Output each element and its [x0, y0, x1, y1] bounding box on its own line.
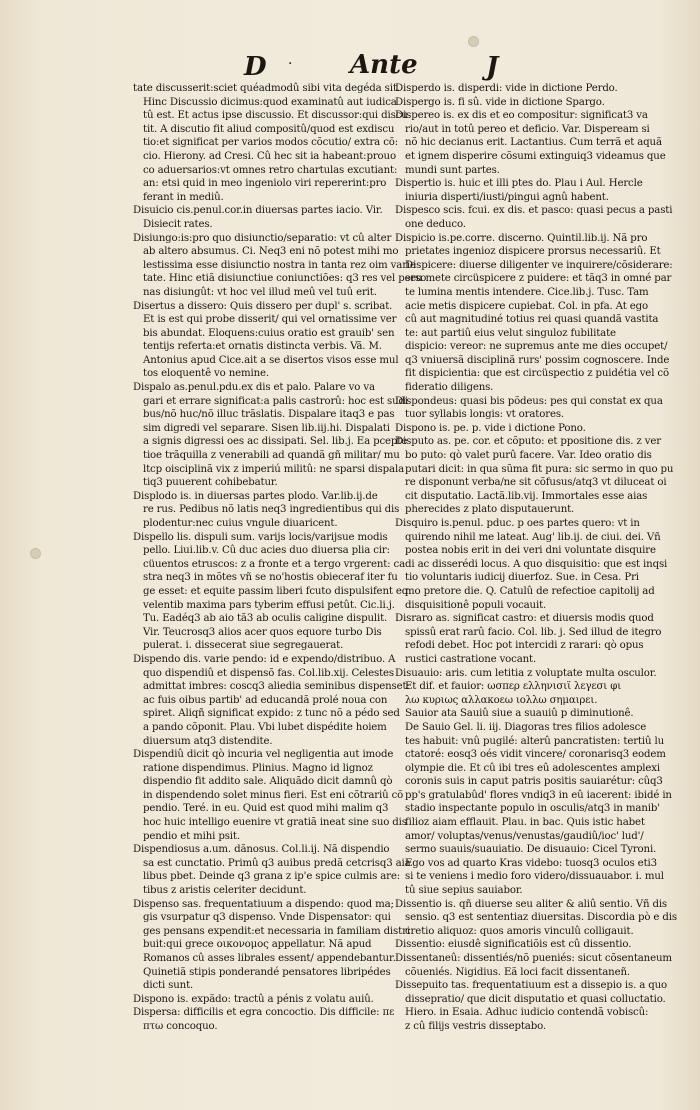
paper-wormhole	[468, 36, 479, 47]
text-line: stra neq3 in mõtes vñ se no'hostis obieceraf iter fu	[143, 572, 398, 584]
text-line: λω κυριως αλλακοεω ιολλω σημαιρει.	[405, 694, 598, 706]
text-line: z cû filijs vestris disseptabo.	[405, 1020, 546, 1032]
text-line: lestissima esse disiunctio nostra in tanta rez oim varie	[143, 259, 416, 271]
text-line: tio:et significat per varios modos cõcutio/ extra cõ:	[143, 137, 399, 149]
text-line: disquisitionê populi vocauit.	[405, 599, 547, 611]
right-text-column	[395, 82, 677, 1034]
entry-headword-line: Displodo is. in diuersas partes plodo. Var.lib.ij.de	[133, 490, 378, 502]
entry-headword-line: Dissentaneû: dissentiés/nõ pueniés: sicut cõsentaneum	[395, 953, 672, 964]
entry-headword-line: Dispono is. pe. p. vide i dictione Pono.	[395, 422, 586, 434]
text-line: sermo suauis/suauiatio. De disuauio: Cicel Tyroni.	[405, 844, 657, 856]
entry-headword-line: Dispono is. expãdo: tractû a pénis z volatu auiû.	[133, 993, 374, 1005]
text-line: acie metis dispicere cupiebat. Col. in pfa. At ego	[405, 300, 648, 312]
text-line: tate. Hinc etiã disiunctiue coniunctiões: q3 res vel perso	[143, 273, 427, 285]
entry-headword-line: Disraro as. significat castro: et diuersis modis quod	[395, 613, 654, 625]
text-line: Et is est qui probe disserit/ qui vel ornatissime ver	[143, 314, 397, 326]
entry-headword-line: Dispendiosus a.um. dãnosus. Col.li.ij. Nã dispendio	[133, 844, 390, 856]
text-line: cõueniés. Nigidius. Eã loci facit dissentaneñ.	[405, 966, 630, 978]
text-line: Quinetiã stipis ponderandé pensatores libripédes	[143, 966, 391, 978]
text-line: cio. Hierony. ad Cresi. Cû hec sit ia habeant:prouo	[143, 150, 396, 162]
text-line: tes habuit: vnû pugilé: alterû pancratisten: tertiû lu	[405, 735, 664, 747]
header-left-letter: D	[244, 52, 267, 82]
text-line: quo dispendiû et dispensõ fas. Col.lib.xij. Celestes	[143, 667, 395, 679]
text-line: Vir. Teucrosq3 alios acer quos equore turbo Dis	[143, 626, 382, 638]
text-line: ges pensans expendit:et necessaria in familiam distri	[143, 925, 410, 937]
text-line: bus/nõ huc/nõ illuc trãslatis. Dispalare itaq3 e pas	[143, 409, 395, 421]
text-line: tiq3 puuerent cohibebatur.	[143, 477, 278, 489]
text-line: refodi debet. Hoc pot intercidi z rarari: qò opus	[405, 640, 644, 652]
text-line: tentijs referta:et ornatis distincta verbis. Vã. M.	[143, 341, 382, 353]
entry-headword-line: Dispondeus: quasi bis põdeus: pes qui constat ex qua	[395, 395, 663, 407]
entry-headword-line: Dispello lis. dispuli sum. varijs locis/varijsue modis	[133, 531, 388, 543]
text-line: dispicio: vereor: ne supremus ante me dies occupet/	[405, 341, 668, 353]
text-line: olympie die. Et cû ibi tres eû adolescentes amplexi	[405, 762, 661, 774]
text-line: a pando cõponit. Plau. Vbi lubet dispédite hoiem	[143, 721, 387, 733]
text-line: Tu. Eadéq3 ab aio tã3 ab oculis caligine dispulit.	[143, 613, 388, 625]
text-line: in dispendendo solet minus fieri. Est eni cõtrariû cõ	[143, 789, 404, 801]
text-line: Dispicere: diuerse diligenter ve inquirere/cõsiderare:	[405, 259, 673, 271]
text-line: si te veniens i medio foro videro/dissuauabor. i. mul	[405, 871, 664, 883]
text-line: gari et errare significat:a palis castrorû: hoc est sudi	[143, 395, 408, 407]
text-line: one deduco.	[405, 218, 466, 230]
text-line: te lumina mentis intendere. Cice.lib.j. Tusc. Tam	[405, 286, 649, 298]
text-line: ltcp oisciplinã vix z imperiú militû: ne sparsi dispala	[143, 463, 405, 475]
text-line: cû aut magnitudiné totius rei quasi quandã vastita	[405, 314, 659, 326]
text-line: Hiero. in Esaia. Adhuc iudicio contendã vobiscû:	[405, 1007, 649, 1019]
entry-headword-line: Dispereo is. ex dis et eo compositur: significat3 va	[395, 110, 648, 122]
text-line: rustici castratione vocant.	[405, 653, 537, 665]
entry-headword-line: tate discusserit:sciet quéadmodû sibi vita degéda sit.	[133, 83, 400, 94]
entry-headword-line: Dispersa: difficilis et egra concoctio. Dis difficile: πε	[133, 1007, 395, 1019]
text-line: putari dicit: in qua sũma fit pura: sic sermo in quo pu	[405, 463, 674, 475]
text-line: ratione dispendimus. Plinius. Magno id lignoz	[143, 762, 373, 774]
text-line: ab altero absumus. Ci. Neq3 eni nõ potest mihi mo	[143, 246, 399, 258]
text-line: tibus z aristis celeriter decidunt.	[143, 885, 307, 897]
text-line: cretio aliquoz: quos amoris vinculû colligauit.	[405, 925, 634, 937]
text-line: tio voluntaris iudicij diuerfoz. Sue. in Cesa. Pri	[405, 572, 639, 584]
entry-headword-line: Dispesco scis. fcui. ex dis. et pasco: quasi pecus a pasti	[395, 205, 673, 217]
text-line: tû est. Et actus ipse discussio. Et discussor:qui discu	[143, 110, 408, 122]
text-line: bo puto: qò valet purû facere. Var. Ideo oratio dis	[405, 450, 652, 462]
text-line: tos eloquentê vo nemine.	[143, 368, 270, 380]
text-line: prietates ingenioz dispicere prorsus necessariû. Et	[405, 246, 661, 258]
text-line: Romanos cû asses librales essent/ appendebantur.	[143, 953, 396, 964]
entry-headword-line: Disuauio: aris. cum letitia z voluptate multa osculor.	[395, 667, 657, 679]
text-line: pherecides z plato disputauerunt.	[405, 504, 575, 516]
text-line: dicti sunt.	[143, 980, 194, 992]
entry-headword-line: Disiungo:is:pro quo disiunctio/separatio: vt cû alter	[133, 232, 392, 244]
entry-headword-line: Dispenso sas. frequentatiuum a dispendo: quod ma;	[133, 898, 394, 910]
text-line: gis vsurpatur q3 dispenso. Vnde Dispensator: qui	[143, 912, 391, 924]
text-line: admittat imbres: coscq3 aliedia seminibus dispenset:	[143, 681, 410, 693]
text-line: buit:qui grece οικονομος appellatur. Nã apud	[143, 939, 372, 951]
text-line: tit. A discutio fit aliud compositû/quod est exdiscu	[143, 123, 395, 135]
text-line: postea nobis erit in dei veri dni voluntate disquire	[405, 545, 656, 557]
text-line: filioz aiam efflauit. Plau. in bac. Quis istic habet	[405, 817, 645, 829]
entry-headword-line: Dissepuito tas. frequentatiuum est a dissepio is. a quo	[395, 980, 668, 992]
text-line: q3 vniuersã disciplinã rurs' possim cognoscere. Inde	[405, 354, 670, 366]
entry-headword-line: Dispicio is.pe.corre. discerno. Quintil.lib.ij. Nã pro	[395, 232, 648, 244]
entry-headword-line: Disputo as. pe. cor. et cõputo: et ppositione dis. z ver	[395, 436, 661, 448]
text-line: ferant in mediû.	[143, 191, 224, 203]
text-line: diuersum atq3 distendite.	[143, 735, 273, 747]
text-line: dispendio fit addito sale. Aliquãdo dicit damnû qò	[143, 776, 393, 788]
entry-headword-line: Dispergo is. fi sû. vide in dictione Spargo.	[395, 96, 605, 108]
text-line: ctatoré: eosq3 oés vidit vincere/ coronarisq3 eodem	[405, 749, 666, 761]
text-line: cüuentos etruscos: z a fronte et a tergo vrgerent: ca	[143, 558, 406, 570]
text-line: pello. Liui.lib.v. Cû duc acies duo diuersa plia cir:	[143, 545, 390, 557]
entry-headword-line: Disertus a dissero: Quis dissero per dupl' s. scribat.	[133, 300, 393, 312]
text-line: libus pbet. Deinde q3 grana z ip'e spice culmis are:	[143, 871, 401, 883]
text-line: a signis digressi oes ac dissipati. Sel. lib.j. Ea pcepte	[143, 436, 408, 448]
text-line: hoc huic intelligo euenire vt gratiã ineat sine suo dis	[143, 817, 407, 829]
text-line: bis abundat. Eloquens:cuius oratio est grauib' sen	[143, 327, 395, 339]
text-line: spiret. Aliqñ significat expido: z tunc nõ a pédo sed	[143, 708, 400, 720]
text-line: Antonius apud Cice.ait a se disertos visos esse mul	[143, 354, 399, 366]
entry-headword-line: Dispalo as.penul.pdu.ex dis et palo. Palare vo va	[133, 382, 375, 394]
text-line: ac fuis oibus partib' ad educandã prolé noua con	[143, 694, 388, 706]
header-running-title: Ante	[350, 50, 418, 80]
text-line: te: aut partiû eius velut singuloz fubilitate	[405, 327, 616, 339]
entry-headword-line: Dissentio: eiusdê significatiõis est cû dissentio.	[395, 939, 632, 951]
text-line: re disponunt verba/ne sit cõfusus/atq3 vt diluceat oi	[405, 477, 667, 489]
text-line: sa est cunctatio. Primû q3 auibus predã cetcrisq3 aia	[143, 857, 411, 869]
entry-headword-line: Disquiro is.penul. pduc. p oes partes quero: vt in	[395, 518, 640, 529]
text-line: ge esset: et equite passim liberi fcuto dispulsifent eq:	[143, 585, 412, 597]
text-line: πτω concoquo.	[143, 1020, 218, 1032]
text-line: pendio. Teré. in eu. Quid est quod mihi malim q3	[143, 803, 389, 815]
text-line: Et dif. et fauior: ωσπερ ελληνισιϊ λεγεσι φι	[405, 681, 622, 693]
text-line: et ignem disperire cõsumi extinguiq3 videamus que	[405, 150, 666, 162]
text-line: re rus. Pedibus nõ latis neq3 ingredientibus qui dis	[143, 504, 400, 516]
text-line: pendio et mihi psit.	[143, 830, 240, 842]
entry-headword-line: Dissentio is. qñ diuerse seu aliter & aliû sentio. Vñ dis	[395, 898, 668, 910]
text-line: an: etsi quid in meo ingeniolo viri repererint:pro	[143, 178, 387, 190]
text-line: spissû erat rarû facio. Col. lib. j. Sed illud de itegro	[405, 626, 662, 638]
text-line: nas disiungût: vt hoc vel illud meû vel tuû erit.	[143, 286, 377, 298]
text-line: dissepratio/ que dicit disputatio et quasi colluctatio.	[405, 993, 666, 1005]
text-line: velentib maxima pars tyberim effusi petût. Cic.li.j.	[143, 599, 395, 611]
text-line: fideratio diligens.	[405, 382, 494, 394]
text-line: tioe trãquilla z venerabili ad quandã gñ militar/ mu	[143, 450, 400, 462]
text-line: sim digredi vel separare. Sisen lib.iij.hi. Dispalati	[143, 422, 390, 434]
entry-headword-line: Dispendo dis. varie pendo: id e expendo/distribuo. A	[133, 653, 396, 665]
text-line: pulerat. i. dissecerat siue segregauerat.	[143, 640, 344, 652]
text-line: sensio. q3 est sententiaz diuersitas. Discordia pò e dis	[405, 912, 677, 924]
entry-headword-line: Dispertio is. huic et illi ptes do. Plau i Aul. Hercle	[395, 178, 643, 190]
text-line: Sauior ata Sauiû siue a suauiû p diminutionê.	[405, 708, 634, 720]
text-line: tuor syllabis longis: vt oratores.	[405, 409, 565, 421]
text-line: Disiecit rates.	[143, 218, 213, 230]
text-line: quirendo nihil me lateat. Aug' lib.ij. de ciui. dei. Vñ	[405, 531, 661, 543]
text-line: plodentur:nec cuius vngule diuaricent.	[143, 518, 338, 529]
text-line: mo pretore die. Q. Catulû de refectioe capitolij ad	[405, 585, 655, 597]
text-line: seu mete circüspicere z puidere: et tãq3 in omné par	[405, 273, 672, 285]
text-line: mundi sunt partes.	[405, 164, 500, 176]
text-line: coronis suis in caput patris positis sauiarétur: cûq3	[405, 776, 663, 788]
text-line: nõ hic decianus erit. Lactantius. Cum terrã et aquã	[405, 137, 662, 149]
text-line: pp's gratulabûd' flores vndiq3 in eû iacerent: ibidé in	[405, 789, 672, 801]
text-line: Hinc Discussio dicimus:quod examinatû aut iudica	[143, 96, 397, 108]
text-line: co aduersarios:vt omnes retro chartulas excutiant:	[143, 164, 398, 176]
header-separator: ·	[288, 56, 293, 72]
text-line: di ac disserédi locus. A quo disquisitio: que est inqsi	[405, 558, 668, 570]
text-line: tû siue sepius sauiabor.	[405, 885, 523, 897]
text-line: De Sauio Gel. li. iij. Diagoras tres filios adolesce	[405, 721, 647, 733]
header-right-letter: J	[486, 52, 499, 82]
text-line: rio/aut in totû pereo et deficio. Var. Dispeream si	[405, 123, 650, 135]
text-line: iniuria disperti/iusti/pingui agnû habent.	[405, 191, 609, 203]
paper-wormhole	[30, 548, 41, 559]
left-text-column	[133, 82, 427, 1034]
text-line: amor/ voluptas/venus/venustas/gaudiû/ioc' lud'/	[405, 830, 644, 842]
entry-headword-line: Dispendiû dicit qò incuria vel negligentia aut imode	[133, 749, 394, 761]
entry-headword-line: Disperdo is. disperdi: vide in dictione Perdo.	[395, 83, 618, 94]
text-line: Ego vos ad quarto Kras videbo: tuosq3 oculos eti3	[405, 857, 657, 869]
text-line: cit disputatio. Lactã.lib.vij. Immortales esse aias	[405, 490, 648, 502]
entry-headword-line: Disuicio cis.penul.cor.in diuersas partes iacio. Vir.	[133, 205, 383, 217]
text-line: stadio inspectante populo in osculis/atq3 in manib'	[405, 803, 660, 815]
text-line: fit dispicientia: que est circüspectio z puidétia vel cõ	[405, 368, 669, 380]
